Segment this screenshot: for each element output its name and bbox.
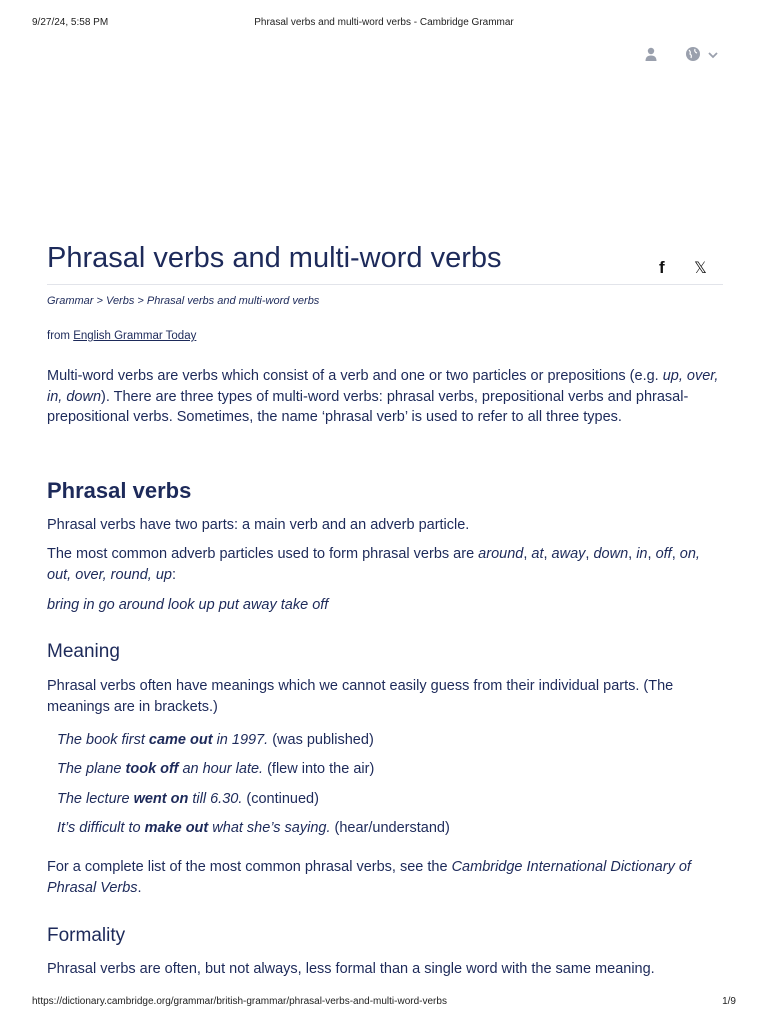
example-post: what she’s saying.	[208, 820, 335, 836]
intro-text-cont: ). There are three types of multi-word verbs: phrasal verbs, prepositional verbs and phrasal-prepositional verbs. Sometimes, the name ‘phrasal verb’ is used to refer to all three types.	[47, 388, 689, 425]
intro-paragraph	[47, 366, 727, 428]
particle-word: around	[478, 546, 524, 562]
example-gloss: (continued)	[246, 791, 319, 807]
meaning-example	[57, 759, 737, 779]
dictionary-title: Cambridge International Dictionary of Phrasal Verbs	[47, 859, 691, 896]
example-post: an hour late.	[178, 761, 268, 777]
reference-text: For a complete list of the most common phrasal verbs, see the	[47, 859, 448, 875]
example-gloss: (hear/understand)	[334, 820, 450, 836]
x-share-button[interactable]	[694, 258, 707, 278]
example-verb: went on	[133, 791, 189, 807]
user-icon[interactable]	[644, 46, 658, 67]
particle-word: in	[636, 546, 648, 562]
example-pre: The plane	[57, 761, 126, 777]
title-divider	[47, 284, 723, 285]
x-icon: 𝕏	[694, 258, 707, 277]
source-link[interactable]: English Grammar Today	[73, 330, 197, 342]
print-footer	[32, 996, 736, 1010]
particle-word: off	[655, 546, 672, 562]
example-post: till 6.30.	[188, 791, 247, 807]
example-post: in 1997.	[212, 732, 273, 748]
particle-separator: ,	[671, 546, 680, 562]
particle-word: away	[551, 546, 586, 562]
example-verb: make out	[144, 820, 209, 836]
example-pre: The lecture	[57, 791, 134, 807]
examples-line: bring in go around look up put away take off	[47, 597, 329, 613]
example-verb: came out	[148, 732, 213, 748]
example-pre: The book first	[57, 732, 149, 748]
breadcrumb-separator: >	[96, 295, 103, 307]
source-prefix: from	[47, 330, 70, 342]
print-datetime: 9/27/24, 5:58 PM	[32, 17, 109, 28]
intro-text: Multi-word verbs are verbs which consist of a verb and one or two particles or prepositions (e.g.	[47, 368, 659, 384]
meaning-example	[57, 789, 737, 809]
example-gloss: (flew into the air)	[267, 761, 375, 777]
page-title: Phrasal verbs and multi-word verbs	[47, 242, 502, 274]
meaning-example	[57, 730, 737, 750]
phrasal-verbs-examples	[47, 595, 727, 616]
particles-paragraph	[47, 544, 727, 585]
particles-text: The most common adverb particles used to form phrasal verbs are	[47, 546, 475, 562]
particle-separator: ,	[543, 546, 552, 562]
intro-examples: up, over, in, down	[47, 368, 719, 405]
print-url: https://dictionary.cambridge.org/grammar/british-grammar/phrasal-verbs-and-multi-word-verbs	[32, 996, 447, 1007]
print-page-number: 1/9	[722, 996, 736, 1007]
meaning-paragraph: Phrasal verbs often have meanings which we cannot easily guess from their individual parts. (The meanings are in brackets.)	[47, 678, 674, 715]
facebook-icon: f	[659, 258, 665, 277]
facebook-share-button[interactable]	[659, 258, 665, 278]
formality-paragraph: Phrasal verbs are often, but not always, less formal than a single word with the same meaning.	[47, 961, 655, 977]
particle-word: on, out, over, round, up	[47, 546, 700, 583]
particle-separator: ,	[628, 546, 637, 562]
source-line	[47, 330, 196, 342]
chevron-down-icon[interactable]	[707, 48, 719, 66]
particle-word: down	[593, 546, 629, 562]
breadcrumb-verbs[interactable]: Verbs	[106, 295, 135, 307]
reference-end: .	[137, 879, 142, 896]
particle-word: at	[531, 546, 544, 562]
particle-separator: ,	[523, 546, 532, 562]
meaning-example	[57, 818, 737, 838]
phrasal-verbs-definition: Phrasal verbs have two parts: a main verb and an adverb particle.	[47, 517, 470, 533]
heading-formality: Formality	[47, 925, 126, 946]
heading-phrasal-verbs: Phrasal verbs	[47, 478, 192, 503]
example-pre: It’s difficult to	[57, 820, 145, 836]
print-header	[32, 17, 736, 31]
print-page-title: Phrasal verbs and multi-word verbs - Cambridge Grammar	[254, 17, 514, 28]
example-gloss: (was published)	[272, 732, 374, 748]
breadcrumb-current[interactable]: Phrasal verbs and multi-word verbs	[146, 295, 320, 307]
dictionary-reference	[47, 857, 727, 898]
breadcrumb	[47, 295, 319, 307]
heading-meaning: Meaning	[47, 641, 120, 662]
particle-separator: ,	[647, 546, 656, 562]
globe-icon[interactable]	[685, 46, 701, 67]
breadcrumb-separator: >	[137, 295, 144, 307]
breadcrumb-grammar[interactable]: Grammar	[47, 295, 94, 307]
example-verb: took off	[125, 761, 179, 777]
particle-separator: ,	[585, 546, 594, 562]
particle-separator: :	[171, 566, 176, 583]
